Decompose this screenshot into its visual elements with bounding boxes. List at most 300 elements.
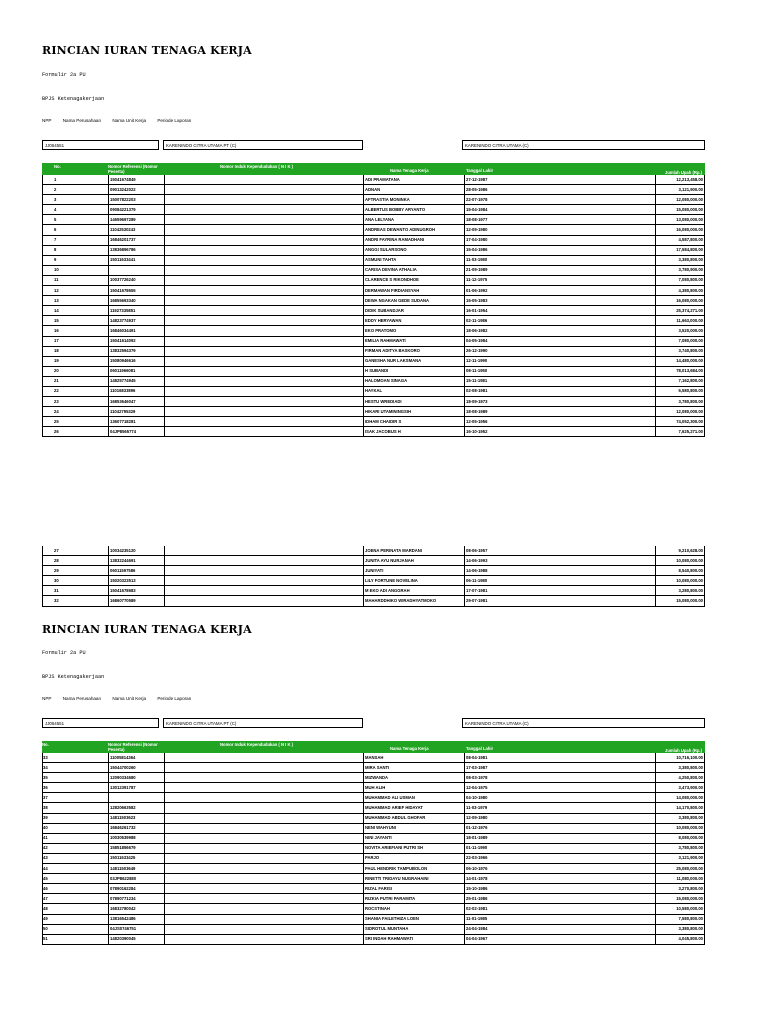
- cell-upah: 74,052,300.00: [676, 418, 703, 424]
- cell-nomor: 10037726240: [110, 277, 136, 283]
- cell-nomor: 07890771234: [110, 895, 136, 901]
- cell-tgl: 16-01-1954: [466, 307, 488, 313]
- cell-upah: 6,580,800.00: [678, 388, 703, 394]
- table-row: [42, 854, 705, 864]
- cell-nomor: 15041678683: [110, 587, 136, 593]
- cell-tgl: 18-06-1982: [466, 327, 488, 333]
- company-field: KARENINDO CITRA UTAMA PT (C): [163, 140, 363, 150]
- cell-nama: CLARENCE S RIKONDHOE: [365, 277, 419, 283]
- cell-tgl: 08-04-1981: [466, 754, 488, 760]
- cell-nama: SIDROTUL MUNTAHA: [365, 926, 409, 932]
- table-header: [42, 741, 705, 753]
- col-nama: Nama Tenaga Kerja: [390, 168, 429, 173]
- cell-no: 4: [54, 206, 57, 212]
- cell-tgl: 12-11-1990: [466, 358, 488, 364]
- cell-upah: 16,080,000.00: [676, 226, 703, 232]
- cell-nomor: 16846261732: [110, 825, 136, 831]
- cell-nama: ANA LELYANA: [365, 216, 395, 222]
- table-row: [42, 326, 705, 336]
- cell-upah: 3,780,900.00: [678, 267, 703, 273]
- cell-no: 44: [43, 865, 48, 871]
- cell-nomor: 14825774945: [110, 378, 136, 384]
- cell-tgl: 29-07-1981: [466, 597, 488, 603]
- cell-nama: EDDY HERYAWAN: [365, 317, 402, 323]
- cell-no: 22: [54, 388, 59, 394]
- cell-no: 6: [54, 226, 57, 232]
- cell-no: 28: [54, 557, 59, 563]
- label-company: Nama Perusahaan: [62, 696, 102, 701]
- table-row: [42, 276, 705, 286]
- cell-no: 50: [43, 926, 48, 932]
- cell-no: 17: [54, 338, 59, 343]
- cell-nomor: 16853646047: [110, 398, 136, 404]
- cell-nama: GANESHA NUR LAKSMANA: [365, 358, 422, 364]
- cell-nama: MIZWANDA: [365, 774, 389, 780]
- table-row: [42, 195, 705, 205]
- cell-tgl: 06-11-1980: [466, 577, 488, 583]
- col-nik: Nomor Induk Kependudukan ( N I K ): [220, 164, 294, 169]
- unit-field: KARENINDO CITRA UTAMA (C): [462, 718, 705, 728]
- cell-tgl: 02-08-1981: [466, 388, 488, 394]
- table-row: [42, 844, 705, 854]
- cell-nomor: 06011597586: [110, 567, 136, 573]
- cell-no: 29: [54, 567, 59, 573]
- cell-tgl: 27-12-1987: [466, 176, 488, 182]
- table-body: [42, 753, 705, 945]
- cell-upah: 9,210,628.00: [678, 547, 703, 553]
- cell-nama: ALBERTUS BOBBY ARYANTO: [365, 206, 426, 212]
- cell-upah: 10,580,000.00: [676, 905, 703, 911]
- table-row: [42, 824, 705, 834]
- cell-nomor: 16832780042: [110, 905, 136, 911]
- cell-tgl: 15-10-1986: [466, 885, 488, 891]
- cell-upah: 14,080,000.00: [676, 794, 703, 800]
- cell-no: 8: [54, 247, 57, 253]
- cell-nama: MUHAMMAD ARIEF HIDAYAT: [365, 804, 423, 810]
- cell-no: 5: [54, 216, 57, 222]
- cell-no: 7: [54, 237, 57, 243]
- cell-nama: LILY FORTUNE NOVELINA: [365, 577, 418, 583]
- cell-no: 24: [54, 408, 59, 414]
- cell-tgl: 04-10-1980: [466, 794, 488, 800]
- col-upah: Jumlah Upah (Rp.): [665, 170, 702, 175]
- table-row: [42, 925, 705, 935]
- cell-nomor: 16855693340: [110, 297, 136, 303]
- cell-nama: ADI PRAMATANA: [365, 176, 400, 182]
- cell-nomor: 15041674849: [110, 176, 136, 182]
- table-row: [42, 427, 705, 437]
- cell-nomor: 03JP8622880: [110, 875, 137, 881]
- cell-tgl: 24-04-1984: [466, 926, 488, 932]
- table-body: [42, 546, 705, 607]
- cell-tgl: 18-08-1989: [466, 408, 488, 414]
- cell-nama: RIZAL FARISI: [365, 885, 392, 891]
- cell-tgl: 28-05-1986: [466, 186, 488, 192]
- cell-upah: 3,520,000.00: [678, 327, 703, 333]
- cell-tgl: 01-12-1976: [466, 825, 488, 831]
- cell-nama: EKO PRATOMO: [365, 327, 397, 333]
- cell-no: 15: [54, 317, 59, 323]
- cell-tgl: 12-05-1956: [466, 418, 488, 424]
- cell-nomor: 10030539988: [110, 835, 136, 841]
- cell-no: 51: [43, 936, 48, 942]
- cell-no: 18: [54, 348, 59, 354]
- cell-tgl: 08-06-1957: [466, 547, 488, 553]
- table-row: [42, 884, 705, 894]
- col-upah: Jumlah Upah (Rp.): [665, 748, 702, 753]
- cell-upah: 11,663,000.00: [676, 317, 703, 323]
- col-no: No.: [54, 164, 61, 169]
- cell-tgl: 25-01-1986: [466, 895, 488, 901]
- cell-nama: SHANIA FAILETHIZA LOEN: [365, 916, 419, 921]
- cell-nama: SRI INDAH RAHMAWATI: [365, 936, 414, 942]
- table-1: [42, 163, 705, 437]
- cell-no: 27: [54, 547, 59, 553]
- cell-tgl: 08-11-1950: [466, 368, 488, 374]
- table-row: [42, 266, 705, 276]
- cell-nomor: 11016833896: [110, 388, 136, 394]
- cell-upah: 7,580,800.00: [678, 916, 703, 921]
- cell-nama: CARISA DEVINA ATHALIA: [365, 267, 417, 273]
- cell-tgl: 12-09-1980: [466, 226, 488, 232]
- cell-no: 31: [54, 587, 59, 593]
- cell-no: 25: [54, 418, 59, 424]
- cell-nama: HIKARI UTAMININGSIH: [365, 408, 411, 414]
- cell-nama: MANSAH: [365, 754, 384, 760]
- table-row: [42, 904, 705, 914]
- cell-tgl: 22-03-1966: [466, 855, 488, 861]
- cell-nama: NINI JAYANTI: [365, 835, 392, 841]
- cell-upah: 7,162,800.00: [678, 378, 703, 384]
- cell-upah: 4,380,800.00: [678, 287, 703, 293]
- cell-upah: 3,740,800.00: [678, 348, 703, 354]
- cell-nomor: 12090334680: [110, 774, 136, 780]
- table-2: [42, 546, 705, 607]
- header-labels: [42, 118, 201, 123]
- header-labels: [42, 696, 201, 701]
- table-row: [42, 783, 705, 793]
- table-row: [42, 417, 705, 427]
- table-row: [42, 803, 705, 813]
- cell-no: 37: [43, 794, 48, 800]
- cell-no: 11: [54, 277, 59, 283]
- cell-upah: 14,480,000.00: [676, 358, 703, 364]
- label-npp: NPP: [42, 118, 52, 123]
- cell-tgl: 11-03-1980: [466, 257, 488, 263]
- table-row: [42, 215, 705, 225]
- cell-tgl: 21-09-1989: [466, 267, 488, 273]
- company-field: KARENINDO CITRA UTAMA PT (C): [163, 718, 363, 728]
- cell-upah: 11,080,000.00: [676, 875, 703, 881]
- col-nomor: Nomor Referensi (Nomor Peserta): [108, 742, 158, 752]
- cell-nama: MIRA SANTI: [365, 764, 390, 770]
- cell-no: 2: [54, 186, 57, 192]
- table-row: [42, 367, 705, 377]
- cell-no: 42: [43, 845, 48, 851]
- cell-nama: AFTRASTIA MONINKA: [365, 196, 410, 202]
- form-label: Formulir 2a PU: [42, 72, 86, 78]
- table-row: [42, 296, 705, 306]
- cell-nomor: 13832594379: [110, 348, 136, 354]
- col-nomor: Nomor Referensi (Nomor Peserta): [108, 164, 158, 174]
- cell-tgl: 04-05-1984: [466, 338, 488, 343]
- unit-field: KARENINDO CITRA UTAMA (C): [462, 140, 705, 150]
- cell-tgl: 04-04-1967: [466, 936, 488, 942]
- cell-nama: ADNAN: [365, 186, 381, 192]
- form-label: Formulir 2a PU: [42, 650, 86, 656]
- table-row: [42, 316, 705, 326]
- cell-no: 46: [43, 885, 48, 891]
- table-row: [42, 205, 705, 215]
- cell-no: 1: [54, 176, 57, 182]
- label-unit: Nama Unit Kerja: [112, 696, 147, 701]
- cell-tgl: 14-06-1988: [466, 567, 488, 573]
- table-row: [42, 236, 705, 246]
- cell-upah: 8,540,800.00: [678, 567, 703, 573]
- npp-field: JJ064551: [42, 718, 159, 728]
- table-row: [42, 377, 705, 387]
- cell-tgl: 11-12-1975: [466, 277, 488, 283]
- cell-nama: JUNIYATI: [365, 567, 384, 573]
- cell-no: 32: [54, 597, 59, 603]
- org-label: BPJS Ketenagakerjaan: [42, 674, 105, 680]
- cell-nama: NOVITA ARIEFIANI PUTRI SH: [365, 845, 424, 851]
- cell-nomor: 09013242022: [110, 186, 136, 192]
- cell-upah: 7,080,000.00: [678, 338, 703, 343]
- col-no: No.: [42, 742, 49, 747]
- cell-upah: 15,080,000.00: [676, 895, 703, 901]
- cell-upah: 3,473,900.00: [678, 784, 703, 790]
- table-body: [42, 175, 705, 437]
- table-row: [42, 246, 705, 256]
- cell-nomor: 15044700260: [110, 764, 136, 770]
- cell-no: 3: [54, 196, 57, 202]
- table-row: [42, 306, 705, 316]
- table-row: [42, 566, 705, 576]
- cell-no: 40: [43, 825, 48, 831]
- cell-tgl: 15-11-1981: [466, 378, 488, 384]
- cell-upah: 3,380,800.00: [678, 257, 703, 263]
- cell-nomor: 15851856679: [110, 845, 136, 851]
- table-row: [42, 935, 705, 945]
- cell-nama: DEWA NGAKAN GEDE SUDANA: [365, 297, 430, 303]
- cell-nomor: 15041678655: [110, 287, 136, 293]
- cell-nomor: 15080946616: [110, 358, 136, 364]
- table-row: [42, 915, 705, 925]
- label-company: Nama Perusahaan: [62, 118, 102, 123]
- table-row: [42, 407, 705, 417]
- cell-upah: 10,080,000.00: [676, 557, 703, 563]
- cell-upah: 10,716,100.00: [676, 754, 703, 760]
- cell-tgl: 12-09-1980: [466, 815, 488, 821]
- table-row: [42, 864, 705, 874]
- cell-tgl: 15-05-1983: [466, 297, 488, 303]
- cell-no: 14: [54, 307, 59, 313]
- cell-nomor: 14659697289: [110, 216, 136, 222]
- cell-upah: 4,587,800.00: [678, 237, 703, 243]
- cell-nama: PARJO: [365, 855, 380, 861]
- cell-tgl: 14-01-1978: [466, 875, 488, 881]
- cell-nomor: 04JS0746751: [110, 926, 137, 932]
- cell-nomor: 14811503649: [110, 865, 136, 871]
- cell-nomor: 10034235120: [110, 547, 136, 553]
- cell-nama: EMILIA RAHMAWATI: [365, 338, 406, 343]
- cell-tgl: 18-01-1989: [466, 835, 488, 841]
- cell-nomor: 11927335851: [110, 307, 136, 313]
- cell-no: 43: [43, 855, 48, 861]
- cell-nomor: 11005814364: [110, 754, 136, 760]
- cell-nama: ROCSTINAH: [365, 905, 390, 911]
- cell-no: 30: [54, 577, 59, 583]
- cell-tgl: 17-04-1980: [466, 237, 488, 243]
- cell-nomor: 13012391787: [110, 784, 136, 790]
- cell-nomor: 14811503623: [110, 815, 136, 821]
- table-row: [42, 763, 705, 773]
- table-row: [42, 596, 705, 606]
- table-row: [42, 586, 705, 596]
- cell-nomor: 15020323513: [110, 577, 136, 583]
- cell-nama: DERMAWAN FIRDIANSYAH: [365, 287, 420, 293]
- cell-no: 41: [43, 835, 48, 841]
- cell-no: 49: [43, 916, 48, 921]
- cell-no: 19: [54, 358, 59, 364]
- table-row: [42, 834, 705, 844]
- cell-no: 16: [54, 327, 59, 333]
- cell-tgl: 01-06-1992: [466, 287, 488, 293]
- col-nama: Nama Tenaga Kerja: [390, 746, 429, 751]
- cell-no: 45: [43, 875, 48, 881]
- cell-nama: ISAK JACOBUS H: [365, 428, 401, 434]
- cell-nama: MAHARDDHIKO WIRADHYATMOKO: [365, 597, 437, 603]
- cell-nama: HESTU WREDIADI: [365, 398, 402, 404]
- label-npp: NPP: [42, 696, 52, 701]
- cell-nama: ANDRI FAYRINA RAMADHANI: [365, 237, 425, 243]
- cell-nomor: 15011633425: [110, 855, 136, 861]
- cell-nomor: 12820663582: [110, 804, 136, 810]
- cell-no: 10: [54, 267, 59, 273]
- table-row: [42, 347, 705, 357]
- cell-tgl: 26-12-1990: [466, 348, 488, 354]
- col-nik: Nomor Induk Kependudukan ( N I K ): [220, 742, 294, 747]
- cell-nama: MUH ALIH: [365, 784, 386, 790]
- cell-nama: JOENA PERINATA MARDANI: [365, 547, 422, 553]
- cell-upah: 12,080,000.00: [676, 196, 703, 202]
- cell-no: 12: [54, 287, 59, 293]
- cell-upah: 16,080,000.00: [676, 297, 703, 303]
- table-row: [42, 337, 705, 347]
- cell-tgl: 18-09-1973: [466, 398, 488, 404]
- cell-nama: ANGGI SULARSONO: [365, 247, 407, 253]
- cell-nama: MUHAMMAD ABDUL GHOFAR: [365, 815, 426, 821]
- cell-upah: 10,080,000.00: [676, 577, 703, 583]
- table-row: [42, 773, 705, 783]
- cell-no: 26: [54, 428, 59, 434]
- table-row: [42, 814, 705, 824]
- cell-no: 39: [43, 815, 48, 821]
- cell-nama: NENI WAHYUNI: [365, 825, 396, 831]
- cell-nama: ANDREAS DEWANTO ADINUGROH: [365, 226, 436, 232]
- cell-nomor: 04JP8565774: [110, 428, 137, 434]
- table-3: [42, 741, 705, 945]
- cell-nomor: 11042795329: [110, 408, 136, 414]
- cell-tgl: 11-03-1979: [466, 804, 488, 810]
- cell-no: 36: [43, 784, 48, 790]
- cell-tgl: 17-07-1981: [466, 587, 488, 593]
- cell-upah: 15,080,000.00: [676, 206, 703, 212]
- cell-nama: RIZKIA PUTRI PARAMITA: [365, 895, 416, 901]
- cell-nomor: 11042530243: [110, 226, 136, 232]
- cell-nama: MUHAMMAD ALI USMAN: [365, 794, 415, 800]
- cell-upah: 3,121,900.00: [678, 186, 703, 192]
- table-row: [42, 185, 705, 195]
- cell-upah: 8,080,000.00: [678, 835, 703, 841]
- cell-upah: 12,080,000.00: [676, 408, 703, 414]
- cell-upah: 13,080,000.00: [676, 216, 703, 222]
- cell-upah: 3,270,800.00: [678, 885, 703, 891]
- cell-tgl: 14-06-1993: [466, 557, 488, 563]
- table-row: [42, 576, 705, 586]
- cell-nomor: 13836896786: [110, 247, 136, 253]
- cell-upah: 3,380,800.00: [678, 926, 703, 932]
- cell-nama: M EKO ADI ANGGRAH: [365, 587, 410, 593]
- cell-nama: IDHAM CHAIDIR S: [365, 418, 402, 424]
- table-row: [42, 387, 705, 397]
- cell-no: 20: [54, 368, 59, 374]
- table-row: [42, 225, 705, 235]
- col-tgl: Tanggal Lahir: [466, 168, 494, 173]
- cell-tgl: 17-03-1987: [466, 764, 488, 770]
- label-unit: Nama Unit Kerja: [112, 118, 147, 123]
- cell-nomor: 13607718281: [110, 418, 136, 424]
- cell-nomor: 07890162284: [110, 885, 136, 891]
- cell-no: 34: [43, 764, 48, 770]
- cell-no: 9: [54, 257, 57, 263]
- cell-upah: 7,080,800.00: [678, 277, 703, 283]
- cell-no: 38: [43, 804, 48, 810]
- cell-upah: 78,013,684.00: [676, 368, 703, 374]
- org-label: BPJS Ketenagakerjaan: [42, 96, 105, 102]
- label-period: Periode Laporan: [157, 696, 192, 701]
- cell-upah: 4,045,800.00: [678, 936, 703, 942]
- cell-nomor: 13832244691: [110, 557, 136, 563]
- cell-no: 13: [54, 297, 59, 303]
- cell-no: 21: [54, 378, 59, 384]
- cell-no: 47: [43, 895, 48, 901]
- cell-nama: HALOMOAN SINAGA: [365, 378, 408, 384]
- cell-nama: HAYKAL: [365, 388, 383, 394]
- cell-nomor: 15011633441: [110, 257, 136, 263]
- cell-nama: H SUBANDI: [365, 368, 389, 374]
- cell-nomor: 16846034491: [110, 327, 136, 333]
- cell-upah: 3,280,800.00: [678, 587, 703, 593]
- table-header: [42, 163, 705, 175]
- cell-upah: 25,080,000.00: [676, 865, 703, 871]
- cell-upah: 3,380,800.00: [678, 764, 703, 770]
- cell-upah: 17,584,800.00: [676, 247, 703, 253]
- cell-upah: 3,380,800.00: [678, 815, 703, 821]
- cell-upah: 3,780,800.00: [678, 845, 703, 851]
- table-row: [42, 556, 705, 566]
- table-row: [42, 793, 705, 803]
- cell-upah: 7,625,271.00: [678, 428, 703, 434]
- cell-upah: 3,780,800.00: [678, 398, 703, 404]
- cell-no: 33: [43, 754, 48, 760]
- cell-no: 48: [43, 905, 48, 911]
- cell-tgl: 16-10-1952: [466, 428, 488, 434]
- cell-tgl: 15-04-1986: [466, 247, 488, 253]
- table-row: [42, 546, 705, 556]
- cell-upah: 15,080,000.00: [676, 597, 703, 603]
